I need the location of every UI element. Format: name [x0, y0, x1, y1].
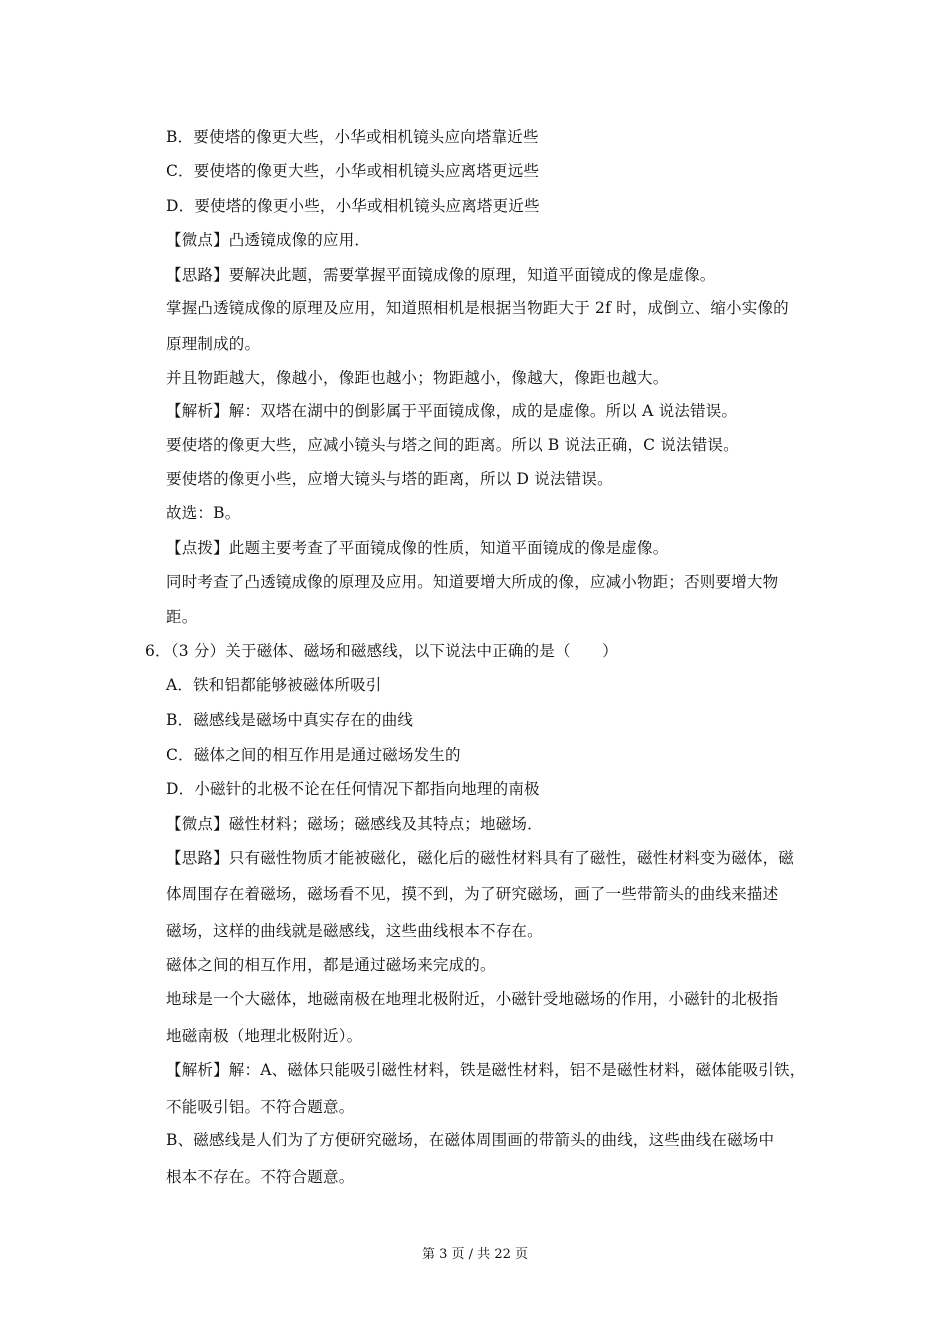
q6-silu-line: 磁场，这样的曲线就是磁感线，这些曲线根本不存在。 — [166, 922, 543, 940]
q6-option-c: C．磁体之间的相互作用是通过磁场发生的 — [166, 746, 461, 764]
q6-option-d: D．小磁针的北极不论在任何情况下都指向地理的南极 — [166, 780, 540, 798]
q6-jiexi-line: B、磁感线是人们为了方便研究磁场，在磁体周围画的带箭头的曲线，这些曲线在磁场中 — [166, 1131, 775, 1149]
q6-silu-line: 【思路】只有磁性物质才能被磁化，磁化后的磁性材料具有了磁性，磁性材料变为磁体，磁 — [166, 849, 795, 867]
q5-option-d: D．要使塔的像更小些，小华或相机镜头应离塔更近些 — [166, 197, 540, 215]
q6-stem: 6．（3 分）关于磁体、磁场和磁感线，以下说法中正确的是（ ） — [145, 642, 618, 660]
q5-jiexi-line: 要使塔的像更大些，应减小镜头与塔之间的距离。所以 B 说法正确，C 说法错误。 — [166, 436, 739, 454]
q5-silu-line: 原理制成的。 — [166, 335, 261, 353]
q5-dianbo-line: 【点拨】此题主要考查了平面镜成像的性质，知道平面镜成的像是虚像。 — [166, 539, 669, 557]
q6-jiexi-line: 【解析】解：A、磁体只能吸引磁性材料，铁是磁性材料，铝不是磁性材料，磁体能吸引铁， — [166, 1061, 806, 1079]
q5-jiexi-line: 要使塔的像更小些，应增大镜头与塔的距离，所以 D 说法错误。 — [166, 470, 613, 488]
q6-silu-line: 地磁南极（地理北极附近）。 — [166, 1027, 363, 1045]
q5-dianbo-line: 同时考查了凸透镜成像的原理及应用。知道要增大所成的像，应减小物距；否则要增大物 — [166, 573, 779, 591]
q5-silu-line: 掌握凸透镜成像的原理及应用，知道照相机是根据当物距大于 2f 时，成倒立、缩小实像的 — [166, 299, 789, 317]
q6-option-a: A．铁和铝都能够被磁体所吸引 — [166, 676, 382, 694]
q6-silu-line: 磁体之间的相互作用，都是通过磁场来完成的。 — [166, 956, 496, 974]
q6-jiexi-line: 根本不存在。不符合题意。 — [166, 1168, 355, 1186]
page-footer: 第 3 页 / 共 22 页 — [422, 1247, 528, 1262]
q5-option-b: B．要使塔的像更大些，小华或相机镜头应向塔靠近些 — [166, 128, 539, 146]
q5-option-c: C．要使塔的像更大些，小华或相机镜头应离塔更远些 — [166, 162, 540, 180]
q5-answer: 故选：B。 — [166, 504, 241, 522]
q6-option-b: B．磁感线是磁场中真实存在的曲线 — [166, 711, 414, 729]
q5-jiexi-line: 【解析】解：双塔在湖中的倒影属于平面镜成像，成的是虚像。所以 A 说法错误。 — [166, 402, 738, 420]
q6-silu-line: 体周围存在着磁场，磁场看不见，摸不到，为了研究磁场，画了一些带箭头的曲线来描述 — [166, 885, 779, 903]
q5-silu-line: 并且物距越大，像越小，像距也越小；物距越小，像越大，像距也越大。 — [166, 369, 669, 387]
q5-weidian: 【微点】凸透镜成像的应用． — [166, 231, 371, 249]
q5-silu-line: 【思路】要解决此题，需要掌握平面镜成像的原理，知道平面镜成的像是虚像。 — [166, 266, 716, 284]
q6-silu-line: 地球是一个大磁体，地磁南极在地理北极附近，小磁针受地磁场的作用，小磁针的北极指 — [166, 990, 779, 1008]
q6-weidian: 【微点】磁性材料；磁场；磁感线及其特点；地磁场． — [166, 815, 543, 833]
q6-jiexi-line: 不能吸引铝。不符合题意。 — [166, 1098, 355, 1116]
q5-dianbo-line: 距。 — [166, 608, 198, 626]
